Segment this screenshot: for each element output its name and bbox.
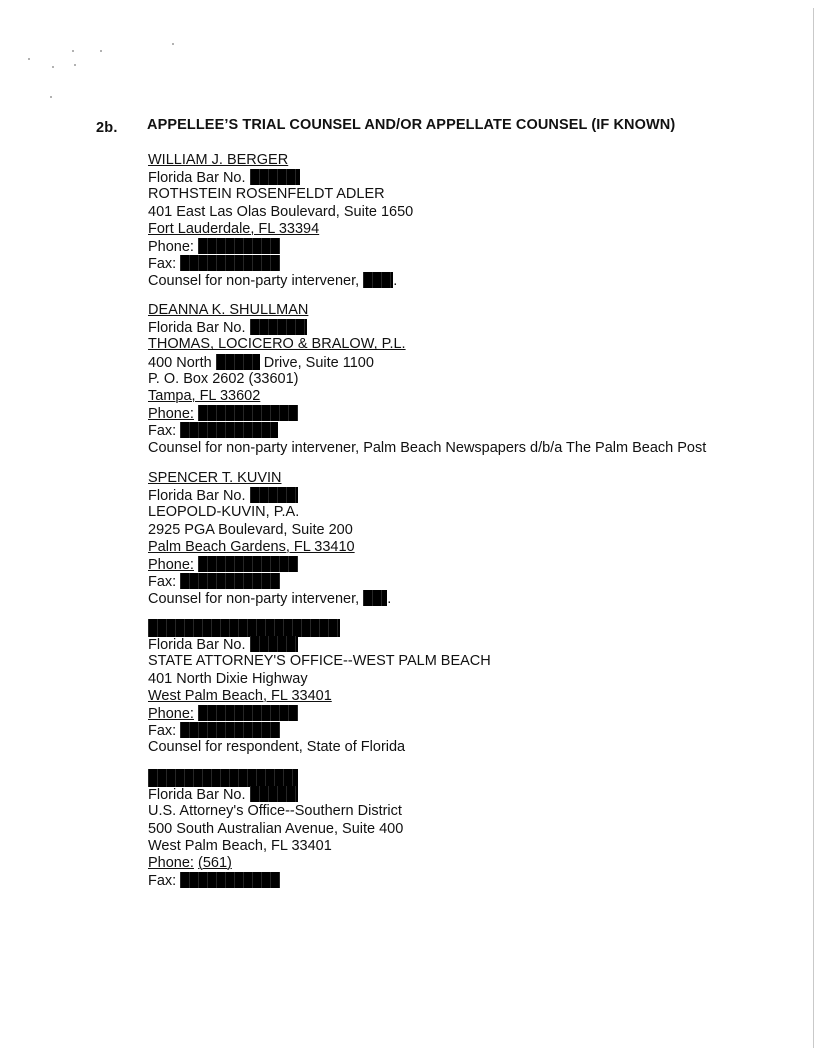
counsel-entry (148, 470, 391, 608)
firm-name: THOMAS, LOCICERO & BRALOW, P.L. (148, 336, 406, 353)
redaction-block (250, 636, 298, 652)
scan-speck (50, 96, 52, 98)
counsel-entry (148, 769, 403, 889)
redaction-block (180, 573, 280, 589)
city-state-zip: Tampa, FL 33602 (148, 387, 261, 404)
fax-label: Fax: (148, 873, 177, 890)
redaction-block (180, 422, 278, 438)
counsel-entry (148, 619, 491, 757)
counsel-role: Counsel for non-party intervener, (148, 273, 360, 290)
city-state-zip: Fort Lauderdale, FL 33394 (148, 220, 320, 237)
street-address: 401 East Las Olas Boulevard, Suite 1650 (148, 203, 414, 220)
fax-label: Fax: (148, 423, 177, 440)
phone-value: (561) (198, 854, 232, 871)
fax-label: Fax: (148, 574, 177, 591)
street-address-suffix: Drive, Suite 1100 (263, 354, 374, 371)
redaction-block (250, 169, 300, 185)
redaction-block (148, 619, 340, 637)
role-suffix: . (387, 591, 392, 608)
phone-label: Phone: (148, 556, 194, 573)
redaction-block (216, 354, 260, 370)
redaction-block (180, 872, 280, 888)
po-box: P. O. Box 2602 (33601) (148, 370, 299, 387)
city-state-zip: West Palm Beach, FL 33401 (148, 837, 332, 854)
redaction-block (180, 255, 280, 271)
street-address: 401 North Dixie Highway (148, 670, 308, 687)
phone-label: Phone: (148, 238, 194, 255)
role-suffix: . (393, 273, 398, 290)
redaction-block (250, 319, 307, 335)
bar-number-label: Florida Bar No. (148, 637, 246, 654)
street-address: 500 South Australian Avenue, Suite 400 (148, 820, 404, 837)
redaction-block (198, 405, 298, 421)
counsel-name: WILLIAM J. BERGER (148, 152, 289, 168)
scan-speck (52, 66, 54, 68)
redaction-block (363, 590, 387, 606)
redaction-block (250, 487, 298, 503)
firm-name: ROTHSTEIN ROSENFELDT ADLER (148, 186, 385, 203)
section-number: 2b. (96, 120, 118, 136)
scan-speck (72, 50, 74, 52)
fax-label: Fax: (148, 256, 177, 273)
counsel-role: Counsel for non-party intervener, Palm Beach Newspapers d/b/a The Palm Beach Post (148, 439, 707, 456)
counsel-role: Counsel for non-party intervener, (148, 591, 360, 608)
redaction-block (250, 786, 298, 802)
counsel-entry (148, 302, 706, 457)
firm-name: STATE ATTORNEY'S OFFICE--WEST PALM BEACH (148, 653, 491, 670)
phone-label: Phone: (148, 854, 194, 871)
redaction-block (198, 556, 298, 572)
scan-speck (28, 58, 30, 60)
bar-number-label: Florida Bar No. (148, 787, 246, 804)
section-title: APPELLEE’S TRIAL COUNSEL AND/OR APPELLATE COUNSEL (IF KNOWN) (147, 117, 676, 133)
bar-number-label: Florida Bar No. (148, 170, 246, 187)
redaction-block (148, 769, 298, 787)
phone-label: Phone: (148, 705, 194, 722)
bar-number-label: Florida Bar No. (148, 488, 246, 505)
street-address: 2925 PGA Boulevard, Suite 200 (148, 521, 353, 538)
scan-speck (172, 43, 174, 45)
redaction-block (180, 722, 280, 738)
counsel-role: Counsel for respondent, State of Florida (148, 739, 406, 756)
scan-speck (100, 50, 102, 52)
redaction-block (363, 272, 393, 288)
fax-label: Fax: (148, 723, 177, 740)
phone-label: Phone: (148, 406, 194, 423)
redaction-block (198, 705, 298, 721)
counsel-entry (148, 152, 413, 290)
street-address-prefix: 400 North (148, 354, 212, 371)
city-state-zip: Palm Beach Gardens, FL 33410 (148, 538, 355, 555)
scan-page-edge (813, 8, 814, 1048)
scan-speck (74, 64, 76, 66)
redaction-block (198, 238, 280, 254)
city-state-zip: West Palm Beach, FL 33401 (148, 687, 332, 704)
counsel-name: SPENCER T. KUVIN (148, 470, 282, 486)
counsel-name: DEANNA K. SHULLMAN (148, 302, 309, 318)
bar-number-label: Florida Bar No. (148, 320, 246, 337)
firm-name: LEOPOLD-KUVIN, P.A. (148, 504, 300, 521)
firm-name: U.S. Attorney's Office--Southern District (148, 803, 402, 820)
